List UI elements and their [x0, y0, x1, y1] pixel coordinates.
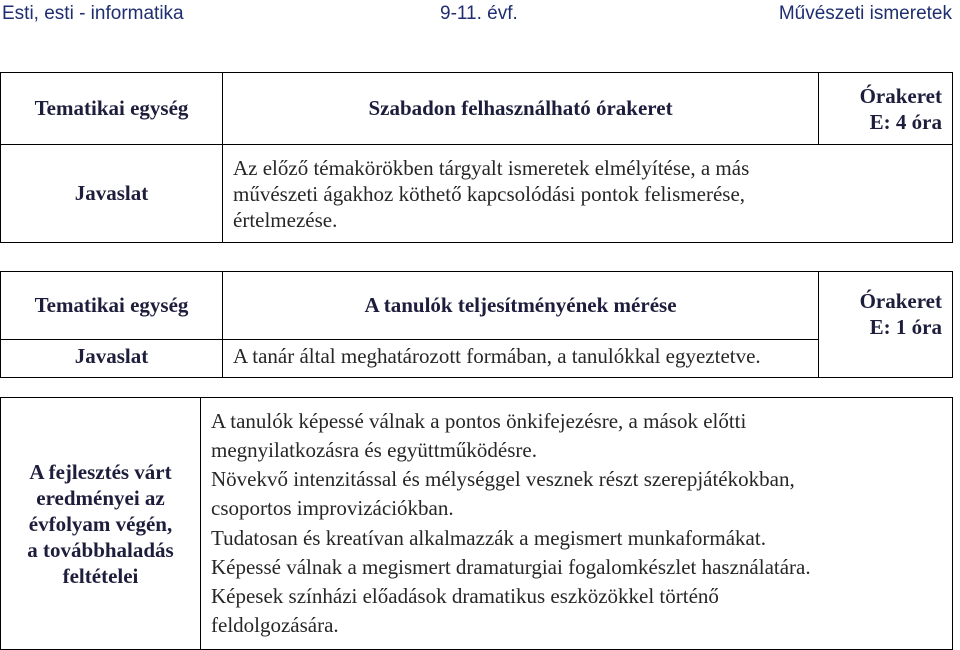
- header-subject: Művészeti ismeretek: [778, 3, 952, 24]
- outcome-line: feldolgozására.: [211, 613, 339, 638]
- outcomes-label-line: évfolyam végén,: [28, 511, 173, 536]
- outcomes-label-line: a továbbhaladás: [27, 537, 174, 562]
- suggestion-line: értelmezése.: [233, 207, 338, 232]
- outcome-line: A tanulók képessé válnak a pontos önkifejezésre, a mások előtti: [211, 408, 747, 433]
- hours-label: Órakeret: [859, 289, 942, 313]
- outcome-line: Képessé válnak a megismert dramaturgiai fogalomkészlet használatára.: [211, 554, 811, 579]
- outcome-line: csoportos improvizációkban.: [211, 496, 454, 521]
- hours-value: E: 4 óra: [869, 109, 942, 134]
- hours-value: E: 1 óra: [869, 315, 942, 339]
- outcomes-label-line: A fejlesztés várt: [29, 459, 172, 484]
- outcome-line: Növekvő intenzitással és mélységgel vesznek részt szerepjátékokban,: [211, 467, 795, 492]
- hours-cell: [819, 73, 953, 145]
- unit-label: Tematikai egység: [1, 73, 223, 145]
- outcome-line: Tudatosan és kreatívan alkalmazzák a megismert munkaformákat.: [211, 525, 766, 550]
- outcomes-text: [201, 398, 953, 650]
- unit-title: Szabadon felhasználható órakeret: [223, 73, 819, 145]
- outcomes-table: [0, 397, 953, 650]
- outcome-line: megnyilatkozásra és együttműködésre.: [211, 437, 537, 462]
- suggestion-label: Javaslat: [1, 145, 223, 243]
- hours-cell: [819, 272, 953, 378]
- unit-title: A tanulók teljesítményének mérése: [223, 272, 819, 340]
- suggestion-line: művészeti ágakhoz köthető kapcsolódási pontok felismerése,: [233, 181, 746, 206]
- suggestion-label: Javaslat: [1, 340, 223, 378]
- suggestion-line: Az előző témakörökben tárgyalt ismeretek elmélyítése, a más: [233, 155, 750, 180]
- suggestion-text: A tanár által meghatározott formában, a tanulókkal egyeztetve.: [223, 340, 819, 378]
- header-grade: 9-11. évf.: [440, 3, 518, 24]
- unit-table-free-hours: [0, 72, 953, 243]
- header-course: Esti, esti - informatika: [2, 3, 184, 24]
- page-header: [0, 0, 960, 32]
- outcome-line: Képesek színházi előadások dramatikus eszközökkel történő: [211, 583, 719, 608]
- outcomes-label-line: eredményei az: [36, 485, 165, 510]
- outcomes-label-line: feltételei: [62, 563, 139, 588]
- hours-label: Órakeret: [859, 83, 942, 108]
- suggestion-text: [223, 145, 953, 243]
- unit-table-assessment: [0, 271, 953, 378]
- unit-label: Tematikai egység: [1, 272, 223, 340]
- outcomes-label: [1, 398, 201, 650]
